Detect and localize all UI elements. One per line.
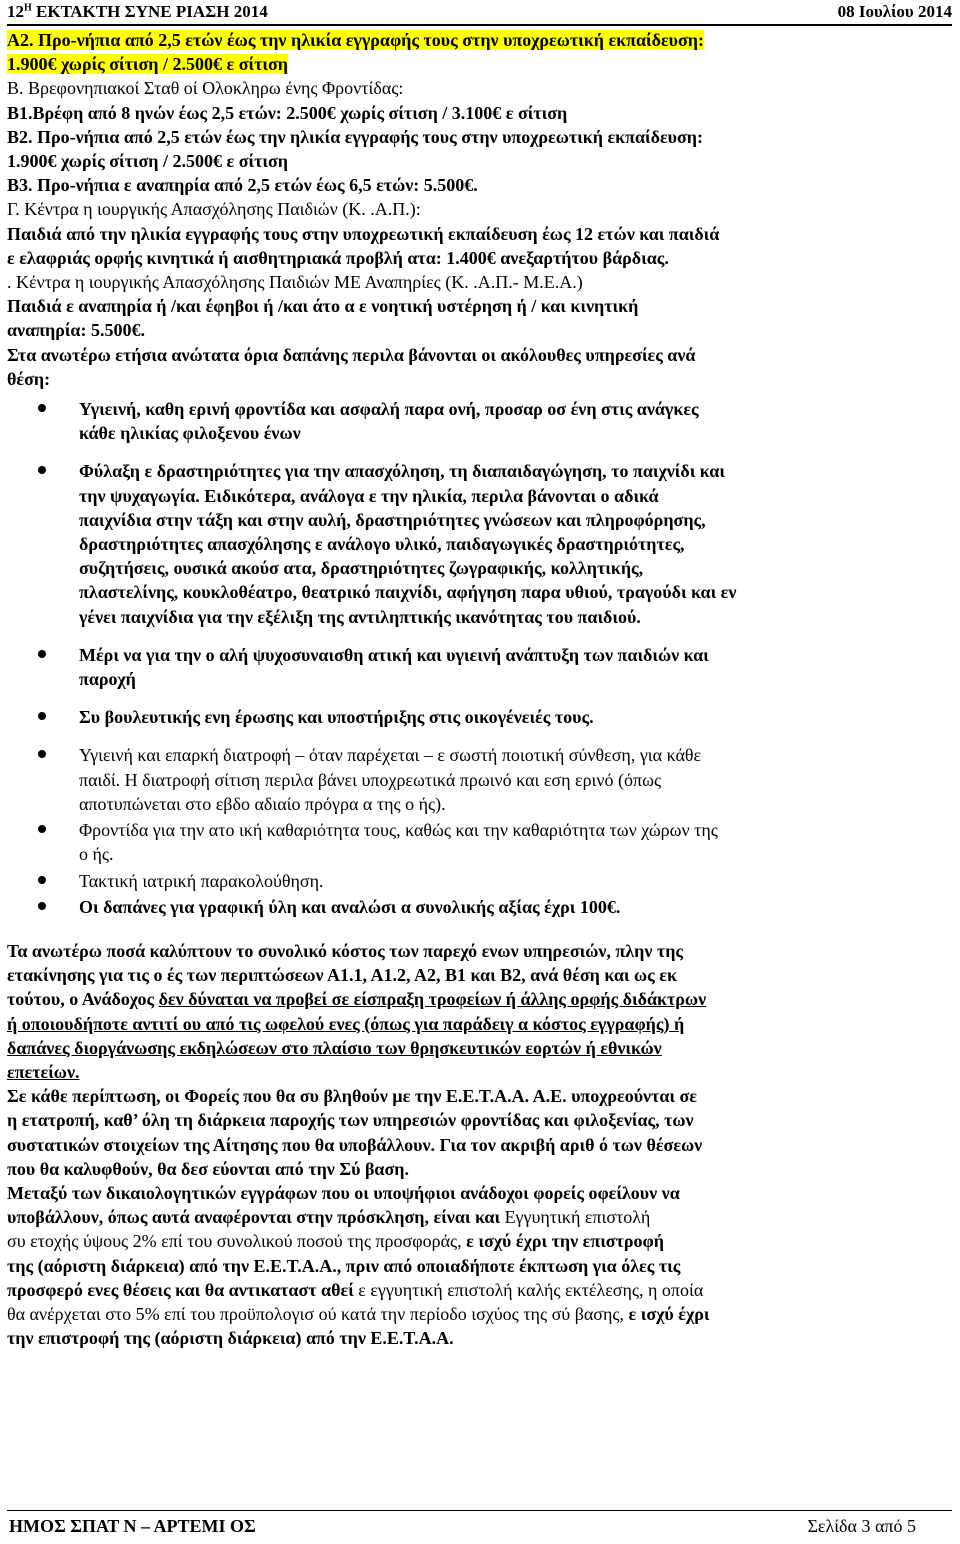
bullet-line: Φύλαξη ε δραστηριότητες για την απασχόληση, τη διαπαιδαγώγηση, το παιχνίδι και [79, 461, 725, 482]
bullet-line: Φροντίδα για την ατο ική καθαριότητα τους, καθώς και την καθαριότητα των χώρων της [79, 820, 718, 841]
g-line-2b-amount [446, 248, 669, 268]
services-intro-line-2: θέση: [7, 368, 51, 389]
services-intro [7, 343, 952, 391]
para3-line-7: την επιστροφή της (αόριστη διάρκεια) από την Ε.Ε.Τ.Α.Α. [7, 1328, 454, 1349]
g-line-2b-text: 1.400€ ανεξαρτήτου βάρδιας. [446, 247, 669, 268]
bullet-item [7, 643, 952, 691]
para3-line-6a: θα ανέρχεται στο 5% επί του προϋπολογισ ού κατά την περίοδο ισχύος της σύ βασης, [7, 1303, 629, 1324]
para1-line-3b: δεν δύναται να προβεί σε είσπραξη τροφείων ή άλλης ορφής διδάκτρων [158, 989, 707, 1010]
section-g [7, 197, 952, 270]
bullet-line: Μέρι να για την ο αλή ψυχοσυναισθη ατική και υγιεινή ανάπτυξη των παιδιών και [79, 644, 709, 665]
bullet-dot-icon [38, 466, 46, 474]
para1-line-5: δαπάνες διοργάνωσης εκδηλώσεων στο πλαίσιο των θρησκευτικών εορτών ή εθνικών [7, 1037, 662, 1058]
footer-municipality: ΗΜΟΣ ΣΠΑΤ Ν – ΑΡΤΕΜΙ ΟΣ [9, 1515, 256, 1536]
d-line-2: αναπηρία: 5.500€. [7, 320, 145, 341]
page-footer [7, 1510, 952, 1541]
para3-line-3a: συ ετοχής ύψους 2% επί του συνολικού ποσού της προσφοράς, [7, 1231, 467, 1252]
b2-line-2: 1.900€ χωρίς σίτιση / 2.500€ ε σίτιση [7, 151, 288, 172]
bullet-line: ο ής. [79, 844, 114, 865]
a2-line-1: Α2. Προ-νήπια από 2,5 ετών έως την ηλικία εγγραφής τους στην υποχρεωτική εκπαίδευση: [7, 30, 705, 50]
para3-line-2b: Εγγυητική επιστολή [504, 1207, 651, 1228]
bullet-line: γένει παιχνίδια για την εξέλιξη της αντιληπτικής ικανότητας του παιδιού. [79, 606, 641, 627]
bullet-item [7, 705, 952, 729]
bullet-line: κάθε ηλικίας φιλοξενου ένων [79, 423, 301, 444]
para1-line-1: Τα ανωτέρω ποσά καλύπτουν το συνολικό κόστος των παρεχό ενων υπηρεσιών, πλην της [7, 940, 684, 961]
bullet-dot-icon [38, 825, 46, 833]
para1-line-3a: τούτου, ο Ανάδοχος [7, 989, 159, 1010]
paragraph-costs [7, 939, 952, 1084]
bullet-item [7, 818, 952, 866]
para1-line-6: επετείων. [7, 1061, 80, 1082]
para3-line-5b: ε εγγυητική επιστολή καλής εκτέλεσης, η οποία [358, 1279, 704, 1300]
para1-line-4: ή οποιουδήποτε αντιτί ου από τις ωφελού ενες (όπως για παράδειγ α κόστος εγγραφής) ή [7, 1013, 685, 1034]
footer-page-number: Σελίδα 3 από 5 [807, 1515, 916, 1536]
para3-line-1: Μεταξύ των δικαιολογητικών εγγράφων που οι υποψήφιοι ανάδοχοι φορείς οφείλουν να [7, 1182, 680, 1203]
b1-line: Β1.Βρέφη από 8 ηνών έως 2,5 ετών: 2.500€ χωρίς σίτιση / 3.100€ ε σίτιση [7, 102, 568, 123]
para2-line-3: συστατικών στοιχείων της Αίτησης που θα υποβάλλουν. Για τον ακριβή αριθ ό των θέσεων [7, 1134, 703, 1155]
para3-line-4: της (αόριστη διάρκεια) από την Ε.Ε.Τ.Α.Α., πριν από οποιαδήποτε έκπτωση για όλες τις [7, 1255, 681, 1276]
bullet-dot-icon [38, 712, 46, 720]
section-a2 [7, 28, 952, 76]
para3-line-6b: ε ισχύ έχρι [628, 1303, 710, 1324]
page-body [7, 28, 952, 1350]
bullet-line: παιχνίδια στην τάξη και στην αυλή, δραστηριότητες γνώσεων και πληροφόρησης, [79, 509, 706, 530]
bullet-line: δραστηριότητες απασχόλησης ε ανάλογο υλικό, παιδαγωγικές δραστηριότητες, [79, 534, 685, 555]
bullet-dot-icon [38, 750, 46, 758]
a2-line-2: 1.900€ χωρίς σίτιση / 2.500€ ε σίτιση [7, 54, 288, 75]
header-issue-text: ΕΚΤΑΚΤΗ ΣΥΝΕ ΡΙΑΣΗ 2014 [31, 2, 268, 21]
header-issue-superscript: Η [24, 2, 32, 14]
services-intro-line-1: Στα ανωτέρω ετήσια ανώτατα όρια δαπάνης περιλα βάνονται οι ακόλουθες υπηρεσίες ανά [7, 344, 696, 365]
b3-line: Β3. Προ-νήπια ε αναπηρία από 2,5 ετών έως 6,5 ετών: 5.500€. [7, 175, 478, 196]
bullet-line: παροχή [79, 669, 136, 690]
section-b [7, 76, 952, 197]
bullet-line: Οι δαπάνες για γραφική ύλη και αναλώσι α συνολικής αξίας έχρι 100€. [79, 896, 621, 917]
bullet-line: την ψυχαγωγία. Ειδικότερα, ανάλογα ε την ηλικία, περιλα βάνονται ο αδικά [79, 485, 659, 506]
header-session-title [7, 2, 268, 22]
bullet-line: πλαστελίνης, κουκλοθέατρο, θεατρικό παιχνίδι, αφήγηση παρα υθιού, τραγούδι και εν [79, 582, 737, 603]
bullet-line: Υγιεινή, καθη ερινή φροντίδα και ασφαλή παρα ονή, προσαρ οσ ένη στις ανάγκες [79, 399, 699, 420]
bullet-dot-icon [38, 404, 46, 412]
para2-line-1: Σε κάθε περίπτωση, οι Φορείς που θα συ βληθούν µε την Ε.Ε.Τ.Α.Α. Α.Ε. υποχρεούνται σε [7, 1086, 697, 1107]
g-line-2a: ε ελαφριάς ορφής κινητικά ή αισθητηριακά προβλή ατα: [7, 247, 447, 268]
bullet-line: αποτυπώνεται στο εβδο αδιαίο πρόγρα α της ο ής). [79, 793, 446, 814]
bullet-item [7, 397, 952, 445]
bullet-line: Συ βουλευτικής ενη έρωσης και υποστήριξης στις οικογένειές τους. [79, 707, 594, 728]
bullet-item [7, 895, 952, 919]
page-header [7, 0, 952, 26]
bullet-item [7, 743, 952, 816]
header-issue-number: 12 [7, 2, 24, 21]
para2-line-4: που θα καλυφθούν, θα δεσ εύονται από την Σύ βαση. [7, 1158, 409, 1179]
bullet-item [7, 459, 952, 628]
bullet-line: Υγιεινή και επαρκή διατροφή – όταν παρέχεται – ε σωστή ποιοτική σύνθεση, για κάθε [79, 745, 702, 766]
bullet-dot-icon [38, 902, 46, 910]
section-b-title: Β. Βρεφονηπιακοί Σταθ οί Ολοκληρω ένης Φροντίδας: [7, 78, 404, 99]
para3-line-3b: ε ισχύ έχρι την επιστροφή [466, 1231, 664, 1252]
bullet-line: Τακτική ιατρική παρακολούθηση. [79, 870, 324, 891]
paragraph-obligations [7, 1084, 952, 1181]
para2-line-2: η ετατροπή, καθ’ όλη τη διάρκεια παροχής των υπηρεσιών φροντίδας και φιλοξενίας, των [7, 1110, 694, 1131]
para1-line-2: ετακίνησης για τις ο ές των περιπτώσεων Α1.1, Α1.2, Α2, Β1 και Β2, ανά θέση και ως εκ [7, 965, 677, 986]
bullet-line: παιδί. Η διατροφή σίτιση περιλα βάνει υποχρεωτικά πρωινό και εση ερινό (όπως [79, 769, 662, 790]
para3-line-5a: προσφερό ενες θέσεις και θα αντικαταστ αθεί [7, 1279, 359, 1300]
section-d-title: . Κέντρα η ιουργικής Απασχόλησης Παιδιών ΜΕ Αναπηρίες (Κ. .Α.Π.- Μ.Ε.Α.) [7, 272, 583, 293]
d-line-1: Παιδιά ε αναπηρία ή /και έφηβοι ή /και άτο α ε νοητική υστέρηση ή / και κινητική [7, 296, 639, 317]
bullet-dot-icon [38, 876, 46, 884]
bullet-line: συζητήσεις, ουσικά ακούσ ατα, δραστηριότητες ζωγραφικής, κολλητικής, [79, 558, 644, 579]
paragraph-guarantee [7, 1181, 952, 1350]
section-d [7, 270, 952, 343]
header-date: 08 Ιουλίου 2014 [837, 2, 952, 21]
para3-line-2a: υποβάλλουν, όπως αυτά αναφέρονται στην πρόσκληση, είναι και [7, 1207, 505, 1228]
g-line-1: Παιδιά από την ηλικία εγγραφής τους στην υποχρεωτική εκπαίδευση έως 12 ετών και παιδιά [7, 223, 720, 244]
services-bullet-list [7, 397, 952, 919]
bullet-item [7, 869, 952, 893]
section-g-title: Γ. Κέντρα η ιουργικής Απασχόλησης Παιδιών (Κ. .Α.Π.): [7, 199, 421, 220]
bullet-dot-icon [38, 650, 46, 658]
b2-line-1: Β2. Προ-νήπια από 2,5 ετών έως την ηλικία εγγραφής τους στην υποχρεωτική εκπαίδευση: [7, 126, 704, 147]
